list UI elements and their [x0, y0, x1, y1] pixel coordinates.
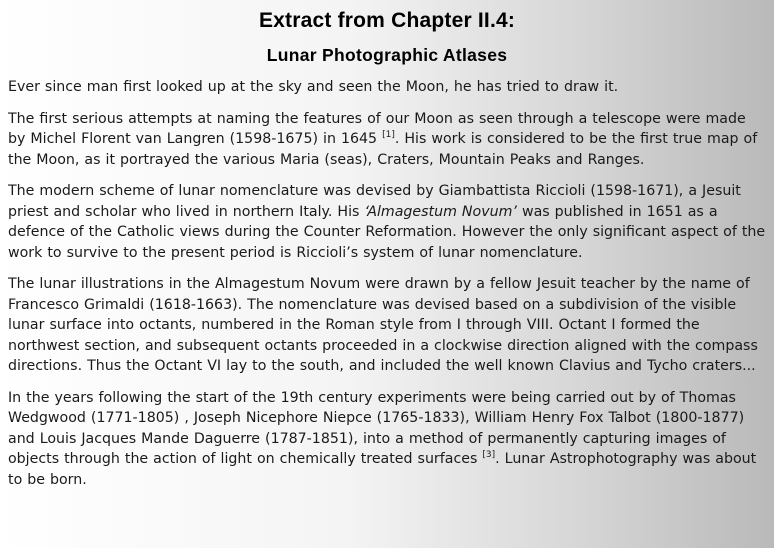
- paragraph-5-text-a: In the years following the start of the 19th century experiments were being carried out by of Thomas Wedgwood (1771-1805) , Joseph Nicephore Niepce (1765-1833), William Henry Fox Talbot (1800-1877) and Louis Jacques Mande Daguerre (1787-1851), into a method of permanently capturing images of objects through the action of light on chemically treated surfaces: [8, 389, 745, 467]
- paragraph-2-text-b: . His work is considered to be the first true map of the Moon, as it portrayed the various Maria (seas), Craters, Mountain Peaks and Ranges.: [8, 131, 758, 168]
- paragraph-3-text-a: The modern scheme of lunar nomenclature was devised by Giambattista Riccioli (1598-1671), a Jesuit priest and scholar who lived in northern Italy. His: [8, 183, 741, 220]
- document-body: [8, 77, 766, 490]
- paragraph-4: The lunar illustrations in the Almagestum Novum were drawn by a fellow Jesuit teacher by the name of Francesco Grimaldi (1618-1663). The nomenclature was devised based on a subdivision of the visible lunar surface into octants, numbered in the Roman style from I through VIII. Octant I formed the northwest section, and subsequent octants proceeded in a clockwise direction aligned with the compass directions. Thus the Octant VI lay to the south, and included the well known Clavius and Tycho craters...: [8, 276, 758, 374]
- document-title: Extract from Chapter II.4:: [258, 9, 516, 32]
- paragraph-1: Ever since man first looked up at the sky and seen the Moon, he has tried to draw it.: [8, 79, 619, 95]
- paragraph-3: [8, 181, 766, 263]
- document-subtitle: Lunar Photographic Atlases: [266, 45, 508, 65]
- paragraph-5: [8, 388, 766, 491]
- paragraph-5-text-b: . Lunar Astrophotography was about to be born.: [8, 451, 757, 488]
- reference-3[interactable]: [3]: [482, 450, 496, 460]
- reference-1[interactable]: [1]: [382, 130, 395, 140]
- paragraph-2-text-a: The first serious attempts at naming the features of our Moon as seen through a telescope were made by Michel Florent van Langren (1598-1675) in 1645: [8, 110, 746, 147]
- paragraph-3-text-b: was published in 1651 as a defence of the Catholic views during the Counter Reformation. However the only significant aspect of the work to survive to the present period is Riccioli’s system of lunar nomenclature.: [8, 203, 766, 261]
- paragraph-2: [8, 109, 766, 171]
- book-title-almagestum: ‘Almagestum Novum’: [364, 203, 517, 220]
